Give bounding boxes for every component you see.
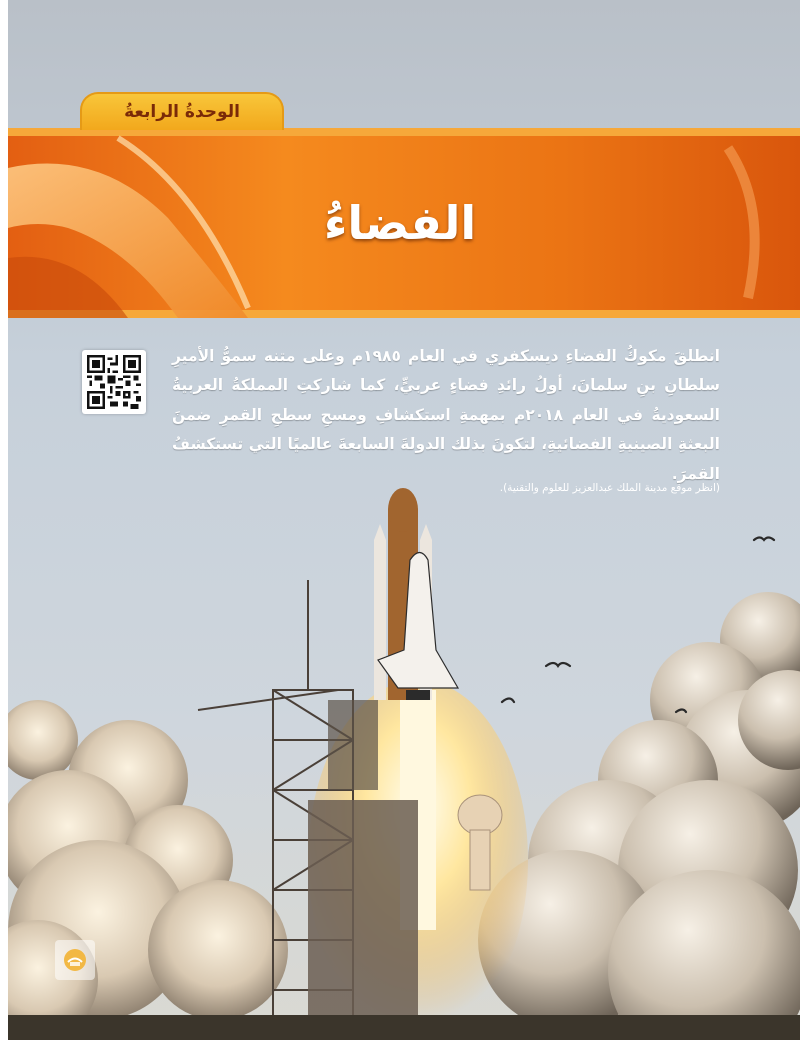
- intro-paragraph: انطلقَ مكوكُ الفضاءِ ديسكفري في العام ١٩٨٥م وعلى متنه سموُّ الأميرِ سلطانِ بنِ سلمانَ، أولُ رائدِ فضاءٍ عربيٍّ، كما شاركتِ المملكةُ العربيةُ السعوديةُ في العام ٢٠١٨م بمهمةِ استكشافِ ومسحِ سطحِ القمرِ ضمنَ البعثةِ الصينيةِ الفضائيةِ، لتكونَ بذلك الدولةَ السابعةَ عالميًا التي تستكشفُ القمرَ.: [172, 346, 720, 483]
- source-note: (انظر موقع مدينة الملك عبدالعزيز للعلوم والتقنية).: [499, 482, 720, 494]
- qr-code-icon[interactable]: [82, 350, 146, 414]
- reading-badge-icon: [55, 940, 95, 980]
- unit-label: الوحدةُ الرابعةُ: [80, 92, 284, 130]
- page-title: الفضاءُ: [323, 196, 477, 250]
